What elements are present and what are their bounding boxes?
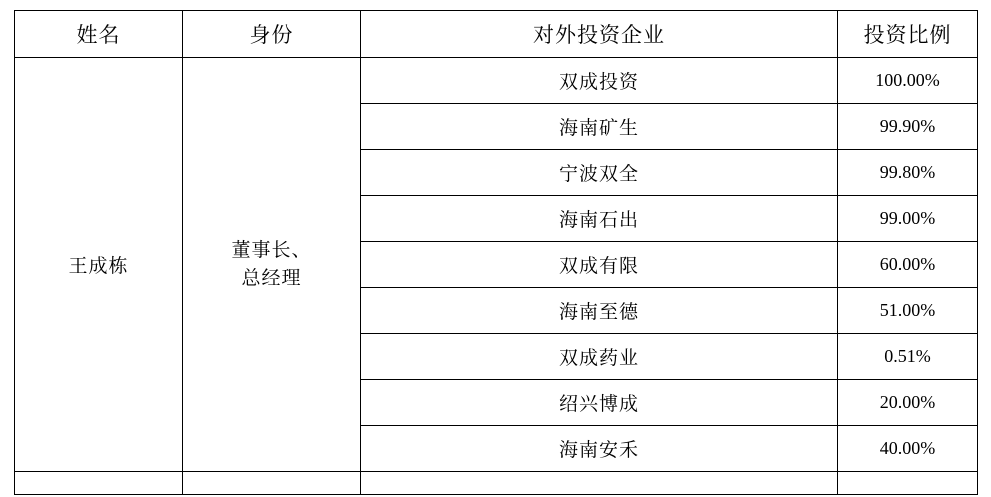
partial-role-cell — [183, 472, 361, 495]
entity-cell: 宁波双全 — [361, 150, 838, 196]
table-header-row — [15, 11, 978, 58]
entity-cell: 海南石出 — [361, 196, 838, 242]
table-row — [15, 58, 978, 104]
ratio-cell: 51.00% — [838, 288, 978, 334]
entity-cell: 双成药业 — [361, 334, 838, 380]
partial-ratio-cell — [838, 472, 978, 495]
person-role-line-2: 总经理 — [241, 267, 302, 289]
ratio-cell: 99.90% — [838, 104, 978, 150]
table-header — [15, 11, 978, 58]
ratio-cell: 40.00% — [838, 426, 978, 472]
ratio-cell: 60.00% — [838, 242, 978, 288]
person-role-line-1: 董事长、 — [231, 239, 312, 261]
column-header-name: 姓名 — [15, 11, 183, 58]
entity-cell: 海南矿生 — [361, 104, 838, 150]
external-investment-table — [14, 10, 978, 495]
column-header-ratio: 投资比例 — [838, 11, 978, 58]
ratio-cell: 99.80% — [838, 150, 978, 196]
entity-cell: 绍兴博成 — [361, 380, 838, 426]
partial-entity-cell — [361, 472, 838, 495]
ratio-cell: 99.00% — [838, 196, 978, 242]
entity-cell: 双成投资 — [361, 58, 838, 104]
table-body — [15, 58, 978, 495]
column-header-entity: 对外投资企业 — [361, 11, 838, 58]
partial-name-cell — [15, 472, 183, 495]
ratio-cell: 0.51% — [838, 334, 978, 380]
ratio-cell: 100.00% — [838, 58, 978, 104]
entity-cell: 海南至德 — [361, 288, 838, 334]
entity-cell: 海南安禾 — [361, 426, 838, 472]
table-row-partial — [15, 472, 978, 495]
person-name-cell: 王成栋 — [15, 58, 183, 472]
entity-cell: 双成有限 — [361, 242, 838, 288]
column-header-role: 身份 — [183, 11, 361, 58]
person-role-cell — [183, 58, 361, 472]
ratio-cell: 20.00% — [838, 380, 978, 426]
